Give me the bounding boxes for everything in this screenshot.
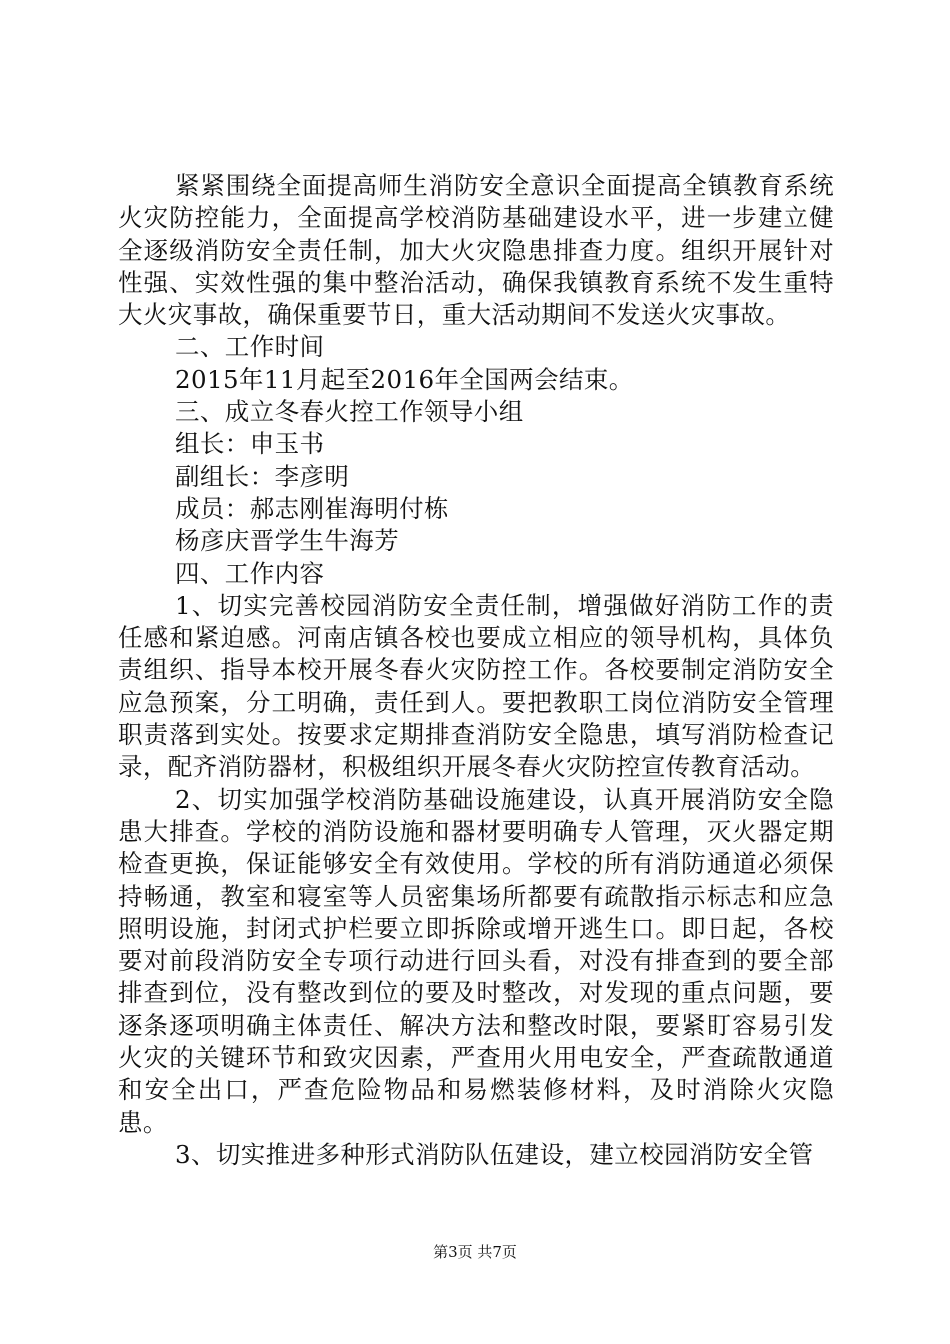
members-line: 成员：郝志刚崔海明付栋 <box>175 493 449 523</box>
content-item-2: 2、切实加强学校消防基础设施建设，认真开展消防安全隐患大排查。学校的消防设施和器材要明确专人管理，灭火器定期检查更换，保证能够安全有效使用。学校的所有消防通道必须保持畅通，教室和寝室等人员密集场所都要有疏散指示标志和应急照明设施，封闭式护栏要立即拆除或增开逃生口。即日起，各校要对前段消防安全专项行动进行回头看，对没有排查到的要全部排查到位，没有整改到位的要及时整改，对发现的重点问题，要逐条逐项明确主体责任、解决方法和整改时限，要紧盯容易引发火灾的关键环节和致灾因素，严查用火用电安全，严查疏散通道和安全出口，严查危险物品和易燃装修材料，及时消除火灾隐患。 <box>118 784 834 1137</box>
intro-paragraph: 紧紧围绕全面提高师生消防安全意识全面提高全镇教育系统火灾防控能力，全面提高学校消防基础建设水平，进一步建立健全逐级消防安全责任制，加大火灾隐患排查力度。组织开展针对性强、实效性强的集中整治活动，确保我镇教育系统不发生重特大火灾事故，确保重要节日，重大活动期间不发送火灾事故。 <box>118 171 834 330</box>
group-leader-line: 组长：申玉书 <box>175 429 325 459</box>
page-number-label: 第3页 共7页 <box>433 1243 517 1261</box>
section-heading-leadership-group: 三、成立冬春火控工作领导小组 <box>175 397 524 427</box>
section-heading-work-time: 二、工作时间 <box>175 332 325 362</box>
deputy-leader-line: 副组长：李彦明 <box>175 461 350 491</box>
document-body <box>118 170 834 1171</box>
content-item-3: 3、切实推进多种形式消防队伍建设，建立校园消防安全管 <box>175 1139 814 1169</box>
members-continued-line: 杨彦庆晋学生牛海芳 <box>175 526 400 556</box>
section-heading-work-content: 四、工作内容 <box>175 558 325 588</box>
content-item-1: 1、切实完善校园消防安全责任制，增强做好消防工作的责任感和紧迫感。河南店镇各校也要成立相应的领导机构，具体负责组织、指导本校开展冬春火灾防控工作。各校要制定消防安全应急预案，分工明确，责任到人。要把教职工岗位消防安全管理职责落到实处。按要求定期排查消防安全隐患，填写消防检查记录，配齐消防器材，积极组织开展冬春火灾防控宣传教育活动。 <box>118 590 834 782</box>
page-footer <box>0 1242 950 1262</box>
work-time-text: 2015年11月起至2016年全国两会结束。 <box>175 364 634 394</box>
